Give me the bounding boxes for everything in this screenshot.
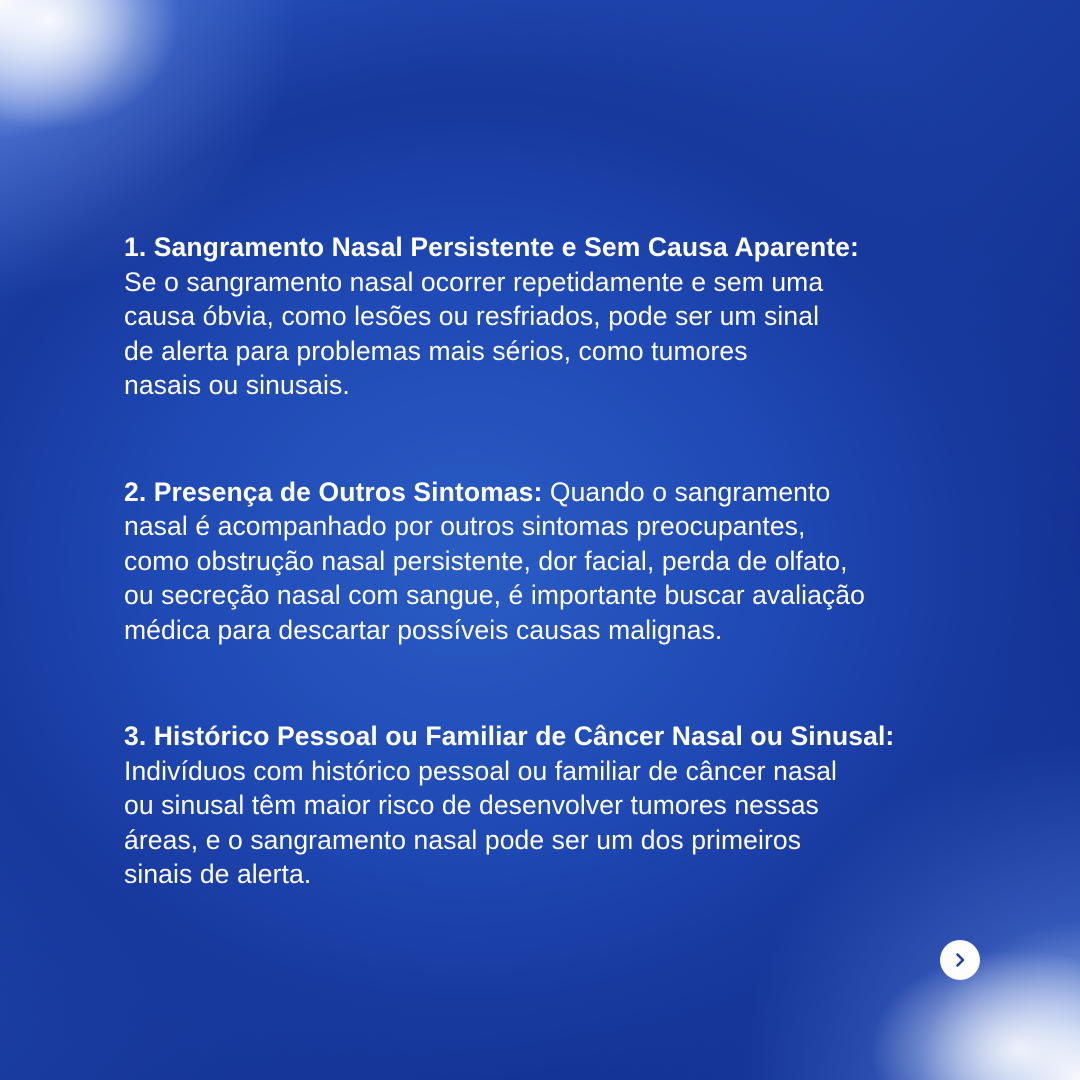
item-1-line-4: nasais ou sinusais. (124, 370, 350, 400)
item-3-line-2: ou sinusal têm maior risco de desenvolver tumores nessas (124, 790, 819, 820)
item-2-first-line (124, 475, 984, 510)
item-3-line-3: áreas, e o sangramento nasal pode ser um dos primeiros (124, 824, 802, 855)
content (124, 230, 984, 964)
item-1-line-2: causa óbvia, como lesões ou resfriados, pode ser um sinal (124, 301, 820, 331)
item-1-line-3: de alerta para problemas mais sérios, como tumores (124, 335, 748, 366)
list-item-3 (124, 719, 984, 892)
corner-glow-top-left (0, 0, 180, 130)
item-2-line-4: médica para descartar possíveis causas malignas. (124, 614, 723, 645)
item-2-first-line-rest: Quando o sangramento (542, 476, 831, 507)
next-button[interactable] (940, 940, 980, 980)
list-item-1 (124, 230, 984, 403)
item-2-line-1: nasal é acompanhado por outros sintomas preocupantes, (124, 511, 806, 541)
item-3-heading: 3. Histórico Pessoal ou Familiar de Câncer Nasal ou Sinusal: (124, 721, 895, 751)
item-3-line-1: Indivíduos com histórico pessoal ou familiar de câncer nasal (124, 755, 838, 786)
item-1-heading: 1. Sangramento Nasal Persistente e Sem Causa Aparente: (124, 232, 859, 262)
item-2-line-2: como obstrução nasal persistente, dor facial, perda de olfato, (124, 545, 848, 576)
item-3-line-4: sinais de alerta. (124, 859, 312, 889)
item-2-heading: 2. Presença de Outros Sintomas: (124, 476, 543, 507)
item-2-line-3: ou secreção nasal com sangue, é importante buscar avaliação (124, 580, 865, 610)
item-1-line-1: Se o sangramento nasal ocorrer repetidamente e sem uma (124, 266, 824, 297)
chevron-right-icon (950, 950, 970, 970)
list-item-2 (124, 475, 984, 648)
